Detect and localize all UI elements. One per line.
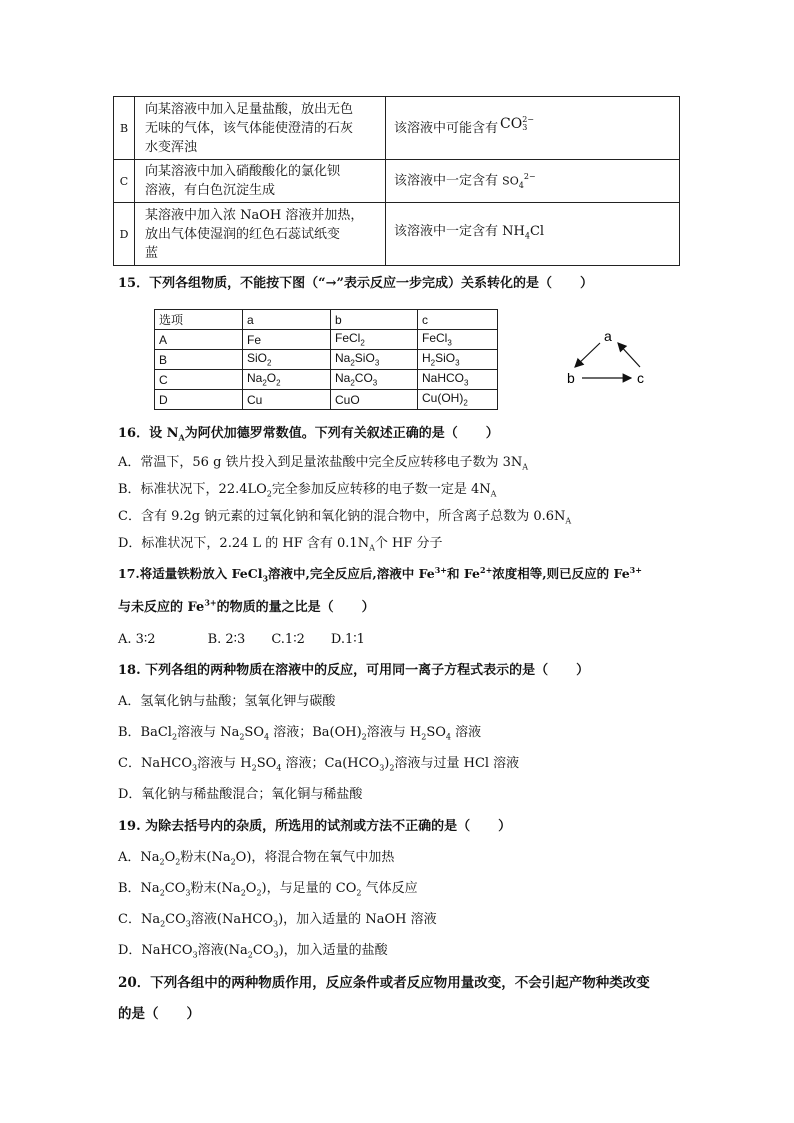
q19-option-a: A．$Na_2O_2$粉末$(Na_2O)$，将混合物在氧气中加热 [118, 850, 395, 867]
q16-stem-end: ） [485, 426, 499, 441]
result-cell [386, 97, 680, 160]
stem-text: 和 Fe [447, 566, 481, 581]
q19-option-c: C．$Na_2CO_3$溶液(NaHCO$_3$)，加入适量的 NaOH 溶液 [118, 912, 437, 929]
table-cell: Cu [243, 390, 331, 410]
q16-option-a: A．常温下，56 g 铁片投入到足量浓盐酸中完全反应转移电子数为 $3N_A$ [118, 455, 529, 472]
stem-text: 溶液中,完全反应后,溶液中 Fe [268, 566, 435, 581]
formula: FeCl [335, 331, 361, 346]
subscript: A [178, 432, 185, 443]
table-row [114, 160, 680, 203]
header-cell: 选项 [155, 310, 243, 330]
q14-table [113, 96, 680, 266]
ion-subscript: 3 [522, 122, 528, 132]
arrow-a-to-b [575, 343, 600, 367]
q16-stem-rest: 为阿伏加德罗常数值。下列有关叙述正确的是（ [184, 426, 458, 441]
condition-line: 某溶液中加入浓 NaOH 溶液并加热， [145, 207, 364, 223]
q16-stem [118, 422, 499, 443]
q15-table [154, 309, 498, 410]
table-cell: FeCl$_2$ [331, 330, 418, 350]
table-cell: $Na_2CO_3$ [331, 370, 418, 390]
condition-line: 放出气体使湿润的红色石蕊试纸变 [145, 226, 341, 242]
q19-stem [118, 815, 511, 834]
result-text: 该溶液中一定含有 [394, 173, 499, 189]
formula: Na [335, 351, 351, 366]
formula: FeCl [422, 331, 448, 346]
q17-stem-line1: 17.将适量铁粉放入 FeCl$_3$溶液中,完全反应后,溶液中 $Fe^{3+}$和 $Fe^{2+}$浓度相等,则已反应的 $Fe^{3+}$ [118, 564, 642, 584]
formula: Na [247, 371, 263, 386]
q18-option-c: C．NaHCO$_3$溶液与 $H_2SO_4$ 溶液；$Ca(HCO_3)_2$溶液与过量 HCl 溶液 [118, 756, 520, 773]
table-cell: B [155, 350, 243, 370]
table-cell: A [155, 330, 243, 350]
conversion-diagram [560, 325, 670, 395]
table-cell: D [155, 390, 243, 410]
q20-stem-line2 [118, 1002, 200, 1022]
node-c: c [637, 370, 644, 386]
option-text: B．Na [118, 881, 160, 896]
table-cell: SiO$_2$ [243, 350, 331, 370]
node-b: b [567, 370, 575, 386]
table-cell: $Na_2SiO_3$ [331, 350, 418, 370]
stem-text: 浓度相等,则已反应的 Fe [492, 566, 630, 581]
condition-line: 溶液，有白色沉淀生成 [145, 183, 276, 198]
table-row [114, 97, 680, 160]
q16-option-b: B．标准状况下，$22.4LO_2$完全参加反应转移的电子数一定是 $4N_A$ [118, 482, 497, 499]
condition-cell [135, 203, 386, 266]
option-label: C [114, 160, 135, 203]
table-row [155, 390, 498, 410]
option-label: D [114, 203, 135, 266]
option-label: B [114, 97, 135, 160]
table-cell: CuO [331, 390, 418, 410]
ion-subscript: 4 [518, 180, 524, 190]
table-cell: $H_2SiO_3$ [418, 350, 498, 370]
ion-formula [500, 116, 534, 132]
condition-cell [135, 97, 386, 160]
stem-text: ） [576, 663, 590, 678]
condition-line: 向某溶液中加入硝酸酸化的氯化钡 [145, 164, 341, 179]
option-text: 完全参加反应转移的电子数一定是 4N [271, 482, 491, 497]
ion-tail: Cl [529, 224, 545, 240]
table-cell: C [155, 370, 243, 390]
condition-cell [135, 160, 386, 203]
condition-line: 水变浑浊 [145, 139, 198, 155]
table-row [114, 203, 680, 266]
table-cell: FeCl$_3$ [418, 330, 498, 350]
arrow-c-to-a [618, 343, 640, 367]
ion-subscript: 4 [524, 231, 530, 241]
condition-line: 蓝 [145, 245, 159, 261]
table-row [155, 330, 498, 350]
option-text: 个 HF 分子 [374, 536, 443, 551]
option-text: C．含有 9.2g 钠元素的过氧化钠和氧化钠的混合物中，所含离子总数为 0.6N [118, 509, 566, 524]
formula: NaHCO [422, 371, 465, 386]
table-cell: NaHCO$_3$ [418, 370, 498, 390]
q18-option-b: B．BaCl$_2$溶液与 $Na_2SO_4$ 溶液；$Ba(OH)_2$溶液与 $H_2SO_4$ 溶液 [118, 725, 482, 742]
stem-text: 的物质的量之比是（ [216, 600, 334, 615]
option-text: B．BaCl [118, 725, 172, 740]
table-cell: $Cu(OH)_2$ [418, 390, 498, 410]
q15-stem-end: ） [579, 276, 593, 291]
q18-option-a: A．氢氧化钠与盐酸；氢氧化钾与碳酸 [118, 694, 336, 709]
ion-charge: 2− [523, 172, 536, 182]
table-row [155, 350, 498, 370]
condition-line: 无味的气体，该气体能使澄清的石灰 [145, 120, 354, 136]
q15-stem-text: 15．下列各组物质，不能按下图（“→”表示反应一步完成）关系转化的是（ [118, 276, 552, 291]
option-text: D．NaHCO [118, 943, 193, 958]
header-cell: c [418, 310, 498, 330]
option-text: A．Na [118, 850, 160, 865]
q17-options: A. 3∶2 B. 2∶3 C.1∶2 D.1∶1 [118, 632, 365, 647]
node-a: a [604, 328, 612, 344]
header-cell: b [331, 310, 418, 330]
q18-option-d: D．氧化钠与稀盐酸混合；氧化铜与稀盐酸 [118, 787, 363, 802]
stem-text: ） [186, 1006, 200, 1022]
stem-text: 的是（ [118, 1006, 159, 1022]
table-row [155, 370, 498, 390]
formula: Na [335, 371, 351, 386]
formula: H [422, 351, 431, 366]
option-text: B．标准状况下，22.4LO [118, 482, 267, 497]
stem-text: 18. 下列各组的两种物质在溶液中的反应，可用同一离子方程式表示的是（ [118, 663, 549, 678]
result-cell [386, 160, 680, 203]
option-text: C．Na [118, 912, 161, 927]
table-cell: Fe [243, 330, 331, 350]
q20-stem-line1: 20．下列各组中的两种物质作用，反应条件或者反应物用量改变，不会引起产物种类改变 [118, 975, 650, 991]
q19-option-b: B．$Na_2CO_3$粉末$(Na_2O_2)$，与足量的 $CO_2$ 气体反应 [118, 881, 418, 898]
q16-option-d: D．标准状况下，2.24 L 的 HF 含有 $0.1N_A$个 HF 分子 [118, 536, 443, 553]
formula: Cu(OH) [422, 391, 464, 406]
q16-option-c: C．含有 9.2g 钠元素的过氧化钠和氧化钠的混合物中，所含离子总数为 $0.6N_A$ [118, 509, 572, 526]
condition-line: 向某溶液中加入足量盐酸，放出无色 [145, 101, 354, 117]
stem-text: 与未反应的 Fe [118, 600, 205, 615]
formula: SiO [247, 351, 268, 366]
table-cell: $Na_2O_2$ [243, 370, 331, 390]
q16-stem-text: 16．设 N [118, 426, 179, 441]
option-text: D．标准状况下，2.24 L 的 HF 含有 0.1N [118, 536, 370, 551]
ion-base: SO [502, 174, 519, 188]
result-text: 该溶液中一定含有 NH [394, 224, 525, 240]
option-text: A．常温下，56 g 铁片投入到足量浓盐酸中完全反应转移电子数为 3N [118, 455, 523, 470]
table-header-row [155, 310, 498, 330]
q19-option-d: D．NaHCO$_3$溶液$(Na_2CO_3)$，加入适量的盐酸 [118, 943, 388, 960]
stem-text: ） [498, 819, 512, 834]
ion-charge: 2− [522, 114, 535, 124]
header-cell: a [243, 310, 331, 330]
stem-text: ） [361, 600, 375, 615]
q15-stem [118, 272, 593, 291]
q18-stem [118, 659, 589, 678]
option-text: C．NaHCO [118, 756, 193, 771]
stem-text: 17.将适量铁粉放入 FeCl [118, 566, 263, 581]
ion-base: CO [500, 115, 523, 132]
q17-stem-line2: 与未反应的 $Fe^{3+}$的物质的量之比是（ ） [118, 597, 375, 615]
result-cell [386, 203, 680, 266]
result-text: 该溶液中可能含有 [394, 120, 499, 136]
stem-text: 19. 为除去括号内的杂质，所选用的试剂或方法不正确的是（ [118, 819, 471, 834]
